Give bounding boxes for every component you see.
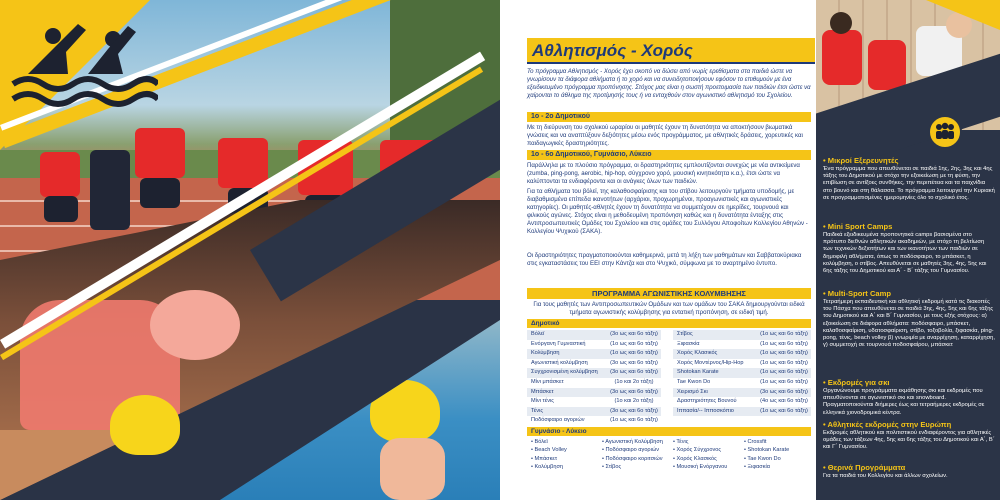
- sidebar-section-heading: • Εκδρομές για σκι: [823, 378, 890, 387]
- list-item: • Tae Kwon Do: [744, 455, 781, 462]
- sidebar-section-heading: • Mini Sport Camps: [823, 222, 893, 231]
- activity-name: Ιππασία/-- Ιπποσκόπιο: [677, 407, 734, 414]
- grade-range: (1ο ως και 6ο τάξη): [760, 340, 808, 347]
- section-paragraph-3: Οι δραστηριότητες πραγματοποιούνται καθημερινά, μετά τη λήξη των μαθημάτων και Σαββατοκύριακα στις εγκαταστάσεις του ΕΕΙ στην Κάντζα και στο Ψυχικό, σύμφωνα με το αναρτημένο έντυπο.: [527, 252, 802, 267]
- sidebar-section: [823, 463, 995, 480]
- list-item: • Βόλεϊ: [531, 439, 548, 445]
- grade-range: (1ο ως και 6ο τάξη): [610, 350, 658, 357]
- sidebar-section-text: Ένα πρόγραμμα που απευθύνεται σε παιδιά 1ης, 2ης, 3ης και 4ης τάξης του Δημοτικού με στόχο την εξοικείωση με τη φύση, την επιβίωση σε αντίξοες συνθήκες, την περιπέτεια και τα παιχνίδια στο βουνό και στη θάλασσα. Το πρόγραμμα λειτουργεί την Κυριακή σε προγραμματισμένες ημερομηνίες όλο το σχολικό έτος.: [823, 166, 995, 201]
- people-icon: [928, 115, 962, 149]
- activity-name: Μίνι μπάσκετ: [531, 378, 564, 385]
- activity-name: [673, 416, 753, 426]
- grade-range: (1ο ως και 6ο τάξη): [760, 359, 808, 366]
- sidebar-section-text: Εκδρομές αθλητικού και πολιτιστικού ενδιαφέροντος για αθλητικές ομάδες των τάξεων 4ης, 5ης και 6ης τάξης του Δημοτικού και Α΄, Β΄ και Γ΄ Γυμνασίου.: [823, 430, 995, 451]
- activity-name: Ξιφασκία: [677, 340, 700, 347]
- list-item: • Beach Volley: [531, 447, 567, 454]
- primary-activities-table: [527, 330, 811, 426]
- section-paragraph-1: Παράλληλα με το πλούσιο πρόγραμμα, οι δραστηριότητες εμπλουτίζονται συνεχώς με νέα αντικείμενα (zumba, ping-pong, aerobic, hip-hop, σύγχρονο χορό, μουσική κινητικότητα κ.α.), έτσι ώστε να καλύπτονται τα ενδιαφέροντα και οι ανάγκες όλων των παιδιών.: [527, 162, 800, 185]
- grade-range: (1ο ως και 6ο τάξη): [760, 350, 808, 357]
- grade-range: [753, 416, 811, 426]
- section-paragraph-2: Για τα αθλήματα του βόλεϊ, της καλαθοσφαίρισης και του στίβου λειτουργούν τμήματα υποδομής, με διαβαθμισμένα επίπεδα ικανοτήτων (αρχάριοι, προχωρημένοι, προαγωνιστικές και αγωνιστικές κατηγορίες). Οι μαθητές-αθλητές έχουν τη δυνατότητα να συμμετέχουν σε ημερίδες, τουρνουά και φιλικούς αγώνες. Στόχος είναι η μεθοδευμένη προπόνηση καθώς και η δυνατότητα ένταξης στις Αντιπροσωπευτικές Ομάδες του Σχολείου και στις ομάδες του Συλλόγου Αποφοίτων Κολλεγίου Αθηνών - Κολλεγίου Ψυχικού (ΣΑΚΑ).: [527, 188, 808, 235]
- activity-name: Στίβος: [677, 331, 693, 337]
- table-row: [527, 340, 811, 350]
- grade-range: (1ο ως και 6ο τάξη): [760, 331, 808, 337]
- grade-range: (1ο ως και 6ο τάξη): [610, 340, 658, 347]
- list-item: • Κολύμβηση: [531, 464, 564, 471]
- activity-name: Shotokan Karate: [677, 369, 719, 376]
- table-row: [527, 330, 811, 340]
- list-item: • Χορός Σύγχρονος: [673, 447, 722, 454]
- swim-program-heading: ΠΡΟΓΡΑΜΜΑ ΑΓΩΝΙΣΤΙΚΗΣ ΚΟΛΥΜΒΗΣΗΣ: [527, 288, 811, 299]
- activity-name: Μπάσκετ: [531, 388, 554, 395]
- secondary-heading: Γυμνάσιο - Λύκειο: [527, 427, 811, 436]
- list-item: • Αγωνιστική Κολύμβηση: [602, 439, 663, 445]
- list-item: • Μπάσκετ: [531, 455, 558, 462]
- list-item: • Crossfit: [744, 439, 767, 445]
- table-row: [527, 397, 811, 407]
- table-row: [527, 349, 811, 359]
- grade-range: (1ο και 2ο τάξη): [614, 398, 654, 405]
- swimmer-icon: [8, 14, 158, 124]
- intro-text: Το πρόγραμμα Αθλητισμός - Χορός έχει σκοπό να δώσει από νωρίς ερεθίσματα στα παιδιά ώστε να γνωρίσουν τα διάφορα αθλήματα ή το χορό και να συνειδητοποιήσουν εφόσον το επιθυμούν με ένα εξειδικευμένο πρόγραμμα προπόνησης. Στόχος μας είναι η σωστή προετοιμασία των παιδιών έτσι ώστε να χαίρονται το άθλημα της προτίμησής τους ή να ενταχθούν στον αγωνιστικό αθλητισμό του Σχολείου.: [527, 68, 811, 99]
- secondary-activities-list: [527, 438, 811, 472]
- sidebar-section-text: Οργανώνουμε προγράμματα εκμάθησης σκι και εκδρομές που απευθύνονται σε αγωνιστικό σκι και snowboard. Πραγματοποιούνται διήμερες έως και τετραήμερες εκδρομές σε ελληνικά χιονοδρομικά κέντρα.: [823, 388, 985, 416]
- grade-range: (3ο ως και 6ο τάξη): [760, 388, 808, 395]
- activity-name: Χειρισμό Σκι: [677, 388, 708, 395]
- list-item: • Ξιφασκία: [744, 464, 770, 471]
- grade-range: (1ο ως και 6ο τάξη): [760, 369, 808, 376]
- grade-range: (3ο ως και 6ο τάξη): [610, 388, 658, 395]
- list-row: [527, 463, 811, 471]
- list-item: • Ποδόσφαιρο κοριτσιών: [602, 455, 663, 462]
- list-item: • Χορός Κλασικός: [673, 455, 717, 462]
- list-item: • Shotokan Karate: [744, 447, 790, 454]
- activity-name: Συγχρονισμένη κολύμβηση: [531, 369, 598, 376]
- table-row: [527, 368, 811, 378]
- sidebar-section-heading: • Αθλητικές εκδρομές στην Ευρώπη: [823, 420, 952, 429]
- table-row: [527, 378, 811, 388]
- sidebar-section: [823, 420, 995, 452]
- section-heading-primary-early: 1ο - 2ο Δημοτικού: [527, 112, 811, 122]
- activity-name: Χορός Μοντέρνος/Hip-Hop: [677, 359, 744, 366]
- grade-range: (3ο ως και 6ο τάξη): [610, 359, 658, 366]
- section-heading-all-grades: 1ο - 6ο Δημοτικού, Γυμνάσιο, Λύκειο: [527, 150, 811, 160]
- sidebar-section: [823, 156, 995, 202]
- sidebar-section: [823, 222, 995, 275]
- list-row: [527, 455, 811, 463]
- activity-name: Ποδόσφαιρο αγοριών: [531, 417, 585, 424]
- list-item: • Μουσική Ενόργανου: [673, 464, 728, 471]
- sidebar-section-text: Για τα παιδιά του Κολλεγίου και άλλων σχολείων.: [823, 473, 948, 479]
- table-row: [527, 388, 811, 398]
- swim-program-text: Για τους μαθητές των Αντιπροσωπευτικών Ομάδων και των ομάδων του ΣΑΚΑ δημιουργούνται ειδικά τμήματα αγωνιστικής κολύμβησης για εντατική προπόνηση, σε ειδική τιμή.: [533, 301, 805, 316]
- activity-name: Μίνι τένις: [531, 398, 554, 405]
- grade-range: (3ο ως και 6ο τάξη): [610, 369, 658, 376]
- activity-name: Τένις: [531, 407, 544, 414]
- sidebar-section: [823, 378, 995, 417]
- activity-name: Δραστηριότητες Βουνού: [677, 398, 737, 405]
- list-item: • Στίβος: [602, 464, 622, 471]
- activity-name: Tae Kwon Do: [677, 378, 711, 385]
- list-item: • Ποδόσφαιρο αγοριών: [602, 447, 660, 454]
- grade-range: (1ο ως και 6ο τάξη): [610, 417, 658, 424]
- activity-name: Βόλεϊ: [531, 331, 545, 337]
- activity-name: Κολύμβηση: [531, 350, 560, 357]
- activity-name: Ενόργανη Γυμναστική: [531, 340, 586, 347]
- primary-table-heading: Δημοτικό: [527, 319, 811, 328]
- grade-range: (1ο ως και 6ο τάξη): [760, 378, 808, 385]
- sidebar-section: [823, 289, 995, 349]
- list-item: • Τένις: [673, 439, 689, 445]
- table-row: [527, 416, 811, 426]
- activity-name: Χορός Κλασικός: [677, 350, 718, 357]
- table-row: [527, 359, 811, 369]
- page-title: Αθλητισμός - Χορός: [532, 41, 693, 60]
- grade-range: (1ο ως και 6ο τάξη): [760, 407, 808, 414]
- section-text-primary-early: Με τη διεύρυνση του σχολικού ωραρίου οι μαθητές έχουν τη δυνατότητα να αποκτήσουν βιωματικά γνώσεις και να αναπτύξουν δεξιότητες μέσω ενός προγράμματος, με αθλητικές δράσεις, χορευτικές και παιδαγωγικές δραστηριότητες.: [527, 124, 803, 147]
- grade-range: (4ο ως και 6ο τάξη): [760, 398, 808, 405]
- grade-range: (3ο ως και 6ο τάξη): [610, 331, 658, 337]
- list-row: [527, 446, 811, 454]
- sidebar-section-text: Τετραήμερη εκπαιδευτική και αθλητική εκδρομή κατά τις διακοπές του Πάσχα που απευθύνεται σε παιδιά 3ης, 4ης, 5ης και 6ης τάξης του Δημοτικού και Α΄ και Β΄ Γυμνασίου, με τους εξής στόχους: α) εξοικείωση σε διάφορα αθλήματα: ποδόσφαιρο, μπάσκετ, καλαθοσφαίριση, υδατοσφαίριση, στίβο, τοξοβολία, ξιφασκία, ping-pong, τένις, beach volley β) γνωριμία με αναρρίχηση, καταρρίχηση, γ) συμμετοχή σε τουρνουά ποδοσφαίρου, μπάσκετ: [823, 299, 996, 349]
- activity-name: Αγωνιστική κολύμβηση: [531, 359, 588, 366]
- grade-range: (1ο και 2ο τάξη): [614, 378, 654, 385]
- grade-range: (3ο ως και 6ο τάξη): [610, 407, 658, 414]
- sidebar-section-heading: • Θερινά Προγράμματα: [823, 463, 906, 472]
- list-row: [527, 438, 811, 446]
- sidebar-section-heading: • Multi-Sport Camp: [823, 289, 892, 298]
- sidebar-section-heading: • Μικροί Εξερευνητές: [823, 156, 899, 165]
- table-row: [527, 407, 811, 417]
- sidebar-section-text: Παιδικά εξειδικευμένα προπονητικά camps βασισμένα στο πρότυπο διεθνών αθλητικών ακαδημιών, με στόχο τη βελτίωση των τεχνικών δεξιοτήτων και των ικανοτήτων των παιδιών σε δημοφιλή αθλήματα, όπως το ποδόσφαιρο, το μπάσκετ, η κολύμβηση, ο στίβος. Απευθύνεται σε μαθητές 3ης, 4ης, 5ης και 6ης τάξης του Δημοτικού και Α΄ - Β΄ τάξης του Γυμνασίου.: [823, 232, 987, 275]
